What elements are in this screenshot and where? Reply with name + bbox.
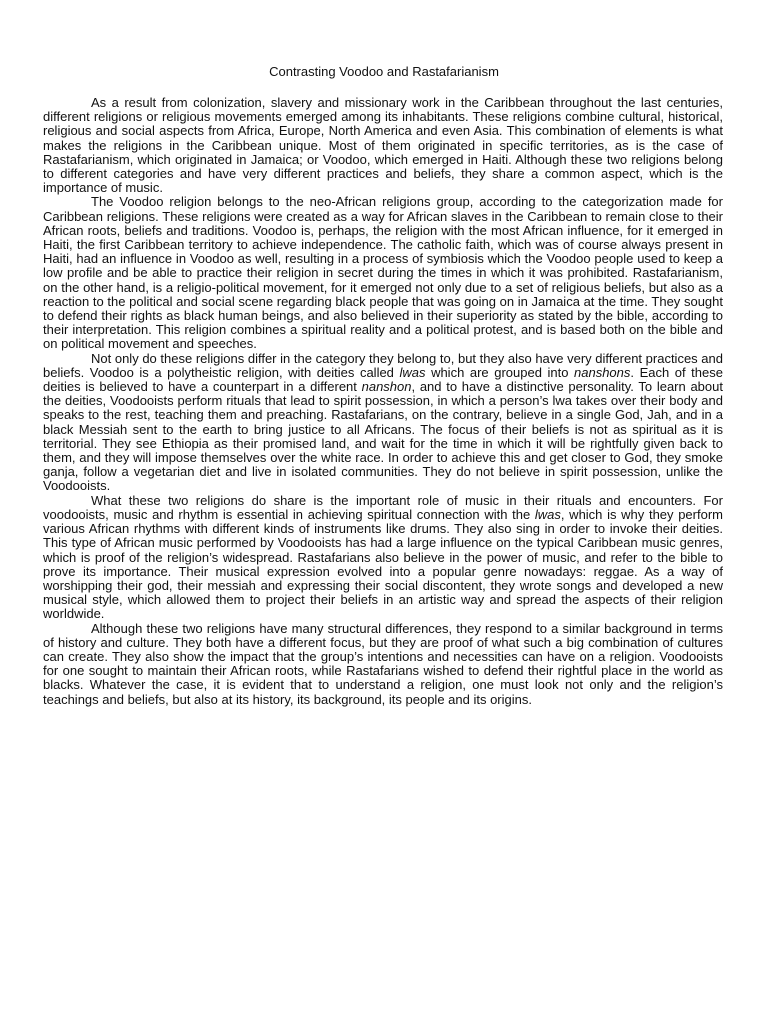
- document-title: Contrasting Voodoo and Rastafarianism: [269, 64, 499, 79]
- term-nanshons: nanshons: [574, 364, 631, 380]
- term-lwas: lwas: [399, 364, 426, 380]
- paragraph-4-text: , which is why they perform various African rhythms with different kinds of instruments like drums. They also sing in order to invoke their deities. This type of African music performed by Voodooists has had a large influence on the typical Caribbean music genres, which is proof of the religion’s widespread. Rastafarians also believe in the power of music, and refer to the bible to prove its importance. Their musical expression evolved into a popular genre nowadays: reggae. As a way of worshipping their god, their messiah and expressing their social discontent, they wrote songs and developed a new musical style, which allowed them to project their beliefs in an artistic way and spread the aspects of their religion worldwide.: [43, 506, 723, 622]
- paragraph-5-text: Although these two religions have many structural differences, they respond to a similar background in terms of history and culture. They both have a different focus, but they are proof of what such a big combination of cultures can create. They also show the impact that the group’s intentions and necessities can have on a religion. Voodooists for one sought to maintain their African roots, while Rastafarians wished to defend their rightful place in the world as blacks. Whatever the case, it is evident that to understand a religion, one must look not only and the religion’s teachings and beliefs, but also at its history, its background, its people and its origins.: [43, 620, 723, 707]
- paragraph-1-text: As a result from colonization, slavery and missionary work in the Caribbean throughout the last centuries, different religions or religious movements emerged among its inhabitants. These religions combine cultural, historical, religious and social aspects from Africa, Europe, North America and even Asia. This combination of elements is what makes the religions in the Caribbean unique. Most of them originated in specific territories, as is the case of Rastafarianism, which originated in Jamaica; or Voodoo, which emerged in Haiti. Although these two religions belong to different categories and have very different practices and beliefs, they share a common aspect, which is the importance of music.: [43, 95, 723, 196]
- paragraph-5: [43, 622, 723, 707]
- document-body: [43, 96, 723, 707]
- term-nanshon: nanshon: [361, 379, 412, 395]
- paragraph-2-text: The Voodoo religion belongs to the neo-African religions group, according to the categorization made for Caribbean religions. These religions were created as a way for African slaves in the Caribbean to remain close to their African roots, beliefs and traditions. Voodoo is, perhaps, the religion with the most African influence, for it emerged in Haiti, the first Caribbean territory to achieve independence. The catholic faith, which was of course always present in Haiti, had an influence in Voodoo as well, resulting in a process of symbiosis which the Voodoo people used to keep a low profile and be able to practice their religion in secret during the times in which it was prohibited. Rastafarianism, on the other hand, is a religio-political movement, for it emerged not only due to a set of religious beliefs, but also as a reaction to the political and social scene regarding black people that was going on in Jamaica at the time. They sought to defend their rights as black human beings, and also believed in their superiority as stated by the bible, according to their interpretation. This religion combines a spiritual reality and a political protest, and is based both on the bible and on political movement and speeches.: [43, 194, 723, 352]
- paragraph-4-text: What these two religions do share is the important role of music in their rituals and encounters. For voodooists, music and rhythm is essential in achieving spiritual connection with the: [43, 492, 723, 522]
- paragraph-3-text: , and to have a distinctive personality. To learn about the deities, Voodooists perform rituals that lead to spirit possession, in which a person’s lwa takes over their body and speaks to the rest, teaching them and preaching. Rastafarians, on the contrary, believe in a single God, Jah, and in a black Messiah sent to the earth to bring justice to all Africans. The focus of their beliefs is not as spiritual as it is territorial. They see Ethiopia as their promised land, and wait for the time in which it will be rightfully given back to them, and they will impose themselves over the white race. In order to achieve this and get closer to God, they smoke ganja, follow a vegetarian diet and live in isolated communities. They do not believe in spirit possession, unlike the Voodooists.: [43, 379, 723, 494]
- paragraph-3-text: which are grouped into: [425, 364, 575, 380]
- paragraph-3: [43, 352, 723, 494]
- paragraph-1: [43, 96, 723, 195]
- paragraph-3-text: . Each of these deities is believed to have a counterpart in a different: [43, 364, 723, 395]
- paragraph-4: [43, 494, 723, 622]
- term-lwas: lwas: [534, 506, 561, 522]
- paragraph-3-text: Not only do these religions differ in the category they belong to, but they also have very different practices and beliefs. Voodoo is a polytheistic religion, with deities called: [43, 350, 723, 380]
- paragraph-2: [43, 195, 723, 351]
